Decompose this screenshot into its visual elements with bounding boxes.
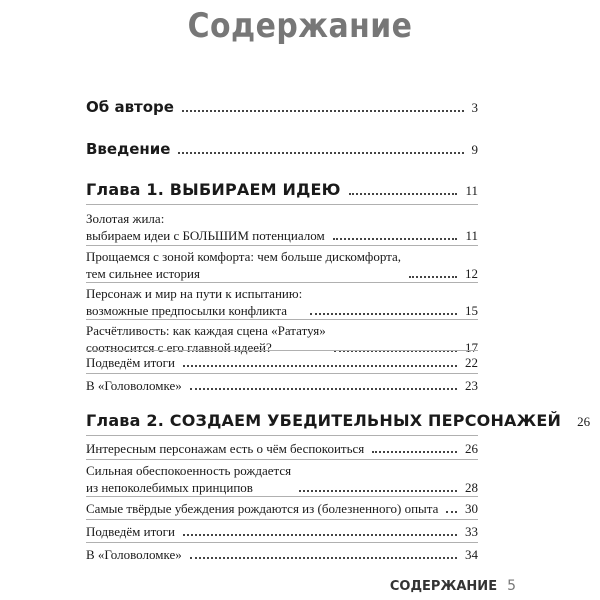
- toc-item-line: тем сильнее история: [86, 266, 200, 281]
- toc-page-number: 23: [465, 378, 478, 393]
- leader-dots: [409, 276, 457, 278]
- divider: [86, 542, 478, 543]
- toc-entry-label: Об авторе: [86, 98, 174, 116]
- toc-item-text: [86, 462, 291, 496]
- divider: [86, 319, 478, 320]
- toc-entry-intro[interactable]: [86, 140, 478, 158]
- toc-item-line: Расчётливость: как каждая сцена «Рататуя»: [86, 323, 326, 338]
- toc-page-number: 17: [465, 340, 478, 355]
- toc-item[interactable]: [86, 285, 478, 319]
- toc-page-number: 22: [465, 355, 478, 370]
- toc-item[interactable]: [86, 523, 478, 540]
- toc-item-line: выбираем идеи с БОЛЬШИМ потенциалом: [86, 228, 325, 243]
- leader-dots: [190, 388, 457, 390]
- leader-dots: [372, 451, 457, 453]
- toc-item[interactable]: [86, 377, 478, 394]
- toc-item-text: [86, 285, 302, 319]
- page-footer: [390, 578, 516, 594]
- toc-page-number: 26: [465, 441, 478, 456]
- toc-entry-label: Введение: [86, 140, 171, 158]
- toc-page-number: 11: [465, 183, 478, 198]
- toc-item-text: Интересным персонажам есть о чём беспокоиться: [86, 441, 365, 456]
- toc-item-line: Прощаемся с зоной комфорта: чем больше дискомфорта,: [86, 249, 402, 264]
- toc-item[interactable]: [86, 546, 478, 563]
- leader-dots: [190, 557, 457, 559]
- toc-page-number: 15: [465, 303, 478, 318]
- toc-item[interactable]: [86, 440, 478, 457]
- toc-item-line: возможные предпосылки конфликта: [86, 303, 287, 318]
- toc-item[interactable]: [86, 462, 478, 496]
- toc-page-number: 9: [471, 142, 478, 157]
- chapter-title: Глава 2. СОЗДАЕМ УБЕДИТЕЛЬНЫХ ПЕРСОНАЖЕЙ: [86, 411, 562, 430]
- toc-page-number: 11: [465, 228, 478, 243]
- leader-dots: [183, 365, 457, 367]
- leader-dots: [178, 152, 463, 154]
- leader-dots: [446, 511, 457, 513]
- toc-item-line: Персонаж и мир на пути к испытанию:: [86, 286, 303, 301]
- toc-page-number: 3: [471, 100, 478, 115]
- leader-dots: [333, 238, 458, 240]
- toc-page-number: 26: [577, 414, 591, 429]
- page-title: Содержание: [187, 6, 413, 46]
- divider: [86, 204, 478, 205]
- chapter-title: Глава 1. ВЫБИРАЕМ ИДЕЮ: [86, 180, 341, 199]
- toc-item-line: Сильная обеспокоенность рождается: [86, 463, 292, 478]
- toc-chapter-1[interactable]: [86, 180, 478, 199]
- toc-item-text: В «Головоломке»: [86, 547, 182, 562]
- toc-item[interactable]: [86, 210, 478, 244]
- toc-item-line: соотносится с его главной идеей?: [86, 340, 272, 355]
- toc-item[interactable]: [86, 354, 478, 371]
- toc-item-text: В «Головоломке»: [86, 378, 182, 393]
- toc-page-number: 33: [465, 524, 478, 539]
- toc-page-number: 12: [465, 266, 478, 281]
- footer-label: СОДЕРЖАНИЕ: [389, 579, 498, 594]
- toc-item[interactable]: [86, 500, 478, 517]
- toc-page-number: 28: [465, 480, 478, 495]
- divider: [86, 350, 478, 351]
- divider: [86, 245, 478, 246]
- footer-page-number: 5: [507, 578, 516, 594]
- toc-item-text: Подведём итоги: [86, 524, 175, 539]
- toc-item-line: Золотая жила:: [86, 211, 165, 226]
- divider: [86, 459, 478, 460]
- divider: [86, 496, 478, 497]
- leader-dots: [299, 490, 457, 492]
- divider: [86, 282, 478, 283]
- toc-page-number: 34: [465, 547, 478, 562]
- leader-dots: [183, 534, 457, 536]
- toc-item[interactable]: [86, 248, 478, 282]
- toc-item-text: Подведём итоги: [86, 355, 175, 370]
- toc-page-number: 30: [465, 501, 478, 516]
- leader-dots: [349, 193, 458, 195]
- divider: [86, 435, 478, 436]
- divider: [86, 373, 478, 374]
- toc-item-text: Самые твёрдые убеждения рождаются из (болезненного) опыта: [86, 501, 439, 516]
- toc-item-line: из непоколебимых принципов: [86, 480, 253, 495]
- toc-item-text: [86, 210, 325, 244]
- toc-item-text: [86, 248, 401, 282]
- leader-dots: [310, 313, 457, 315]
- toc-entry-about[interactable]: [86, 98, 478, 116]
- toc-chapter-2[interactable]: [86, 411, 591, 430]
- leader-dots: [182, 110, 464, 112]
- divider: [86, 519, 478, 520]
